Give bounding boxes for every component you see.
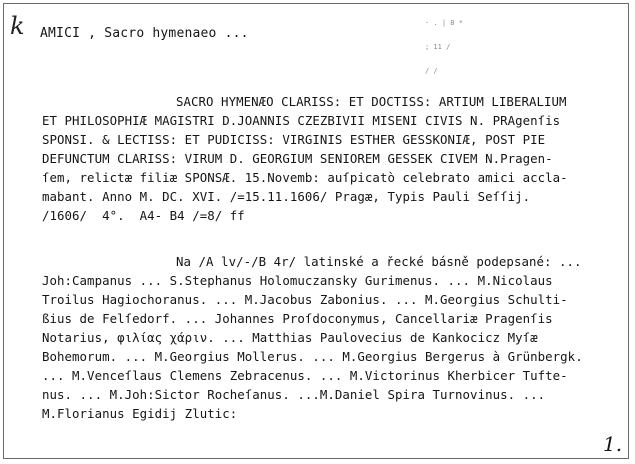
card-header: AMICI , Sacro hymenaeo ... — [40, 26, 249, 41]
handwritten-page-number: 1. — [603, 432, 623, 456]
content-line: Troilus Hagiochoranus. ... M.Jacobus Zabonius. ... M.Georgius Schulti- — [42, 292, 568, 307]
content-line: Na /A lv/-/B 4r/ latinské a řecké básně podepsané: ... — [176, 254, 582, 269]
handwritten-corner-mark: k — [10, 12, 25, 40]
record-line: ET PHILOSOPHIÆ MAGISTRI D.JOANNIS CZEZBIVII MISENI CIVIS N. PRAgenſis — [42, 113, 561, 128]
content-line: M.Florianus Egidij Zlutic: — [42, 406, 238, 421]
record-line: SPONSI. & LECTISS: ET PUDICISS: VIRGINIS ESTHER GESSKONIÆ, POST PIE — [42, 132, 546, 147]
record-line: SACRO HYMENÆO CLARISS: ET DOCTISS: ARTIUM LIBERALIUM — [176, 94, 567, 109]
record-line: DEFUNCTUM CLARISS: VIRUM D. GEORGIUM SENIOREM GESSEK CIVEM N.Pragen- — [42, 151, 553, 166]
content-line: nus. ... M.Joh:Sictor Rocheſanus. ...M.Daniel Spira Turnovinus. ... — [42, 387, 546, 402]
record-line: mabant. Anno M. DC. XVI. /=15.11.1606/ Pragæ, Typis Pauli Seſſij. — [42, 189, 531, 204]
content-line: ... M.Venceſlaus Clemens Zebracenus. ... M.Victorinus Kherbicer Tufte- — [42, 368, 568, 383]
stamp-line: ; 11 / — [425, 43, 451, 51]
content-line: Joh:Campanus ... S.Stephanus Holomuczansky Gurimenus. ... M.Nicolaus — [42, 273, 553, 288]
record-line: ſem, relictæ filiæ SPONSÆ. 15.Novemb: auſpicatò celebrato amici accla- — [42, 170, 568, 185]
content-line: Notarius, φιλίας χάριν. ... Matthias Paulovecius de Kankocicz Myſæ — [42, 330, 538, 345]
content-line: ßius de Felſedorf. ... Johannes Proſdoconymus, Cancellariæ Pragenſis — [42, 311, 553, 326]
content-line: Bohemorum. ... M.Georgius Mollerus. ... M.Georgius Bergerus à Grünbergk. — [42, 349, 583, 364]
record-line: /1606/ 4°. A4- B4 /=8/ ff — [42, 208, 245, 223]
stamp-line: / / — [425, 67, 438, 75]
stamp-line: · . | 8 * — [425, 19, 463, 27]
